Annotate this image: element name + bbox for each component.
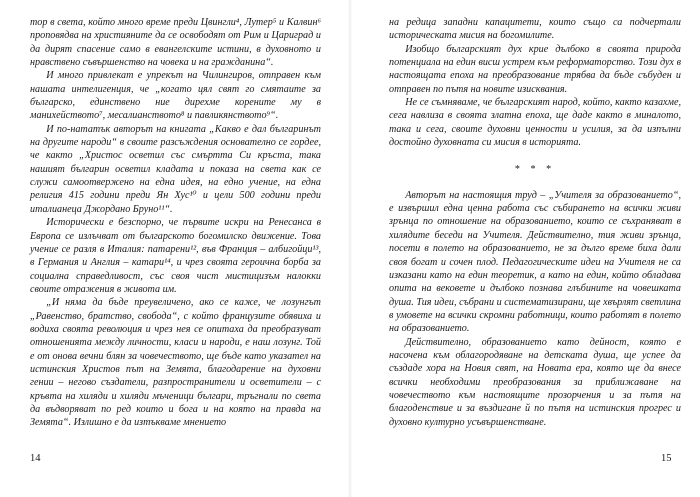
- right-paragraph: Действително, образованието като дейност, която е насочена към облагородяване на детската душа, ще успее да създаде хора на Новия свят, на Новата ера, която ще да внесе всички необходими преобразования за приближаване на човечеството към настоящите прозорчения и за пътя на благоденствие и за въздигане й по пътя на истинския прогрес и духовно културно усъвършенстване.: [389, 336, 681, 428]
- right-paragraph: Не се съмняваме, че българският народ, който, както казахме, сега навлиза в своята златна епоха, ще даде както в миналото, така и сега, своите духовни ценности и усилия, за да изпълни достойно духовната си мисия в историята.: [389, 97, 681, 149]
- right-page-text: [389, 16, 681, 429]
- page-number-left: 14: [30, 453, 41, 464]
- right-paragraph: Изобщо българският дух крие дълбоко в своята природа потенциала на един висш устрем към реформаторство. Този дух в настоящата епоха на преобразование трябва да бъде събуден и отправен по пътя на новите изисквания.: [389, 43, 681, 95]
- left-paragraph: И по-нататък авторът на книгата „Какво е дал българинът на другите народи“ в своите разсъждения основателно се гордее, че както „Христос осветил със смъртта Си кръста, така нашият българин осветил кладата и показа на света как се служи самоотвержено на една идея, на едно учение, на една религия 415 години преди Ян Хус¹⁰ и цели 500 години преди италианеца Джордано Бруно¹¹“.: [30, 123, 321, 215]
- page-number-right: 15: [661, 453, 672, 464]
- left-paragraph: И много привлекат е упрекът на Чилингиров, отправен към нашата интелигенция, че „когато цял свят го смятаите за българско, единствено ние дирехме корените му в манихейството⁷, месалианството⁸ и павликянството⁹“.: [30, 70, 321, 122]
- left-page-text: [30, 16, 321, 430]
- section-separator: * * *: [514, 164, 556, 176]
- right-paragraph: на редица западни капацитети, които също са подчертали историческата мисия на богомилите.: [389, 17, 681, 42]
- left-paragraph: Исторически е безспорно, че първите искри на Ренесанса в Европа се излъчват от българското богомилско движение. Това учение се разля в Италия: патарени¹², във Франция – албигойци¹³, в Германия и Англия – катари¹⁴, и чрез своята героична борба за социална справедливост, със своя чист мистицизъм налокки своите отражения в живота им.: [30, 217, 321, 295]
- right-paragraph: Авторът на настоящия труд – „Учителя за образованието“, е извършил една ценна работа със събирането на всички живи зрънца по отношение на образованието, които се съхраняват в хилядите беседи на Учителя. Действително, тия живи зрънца, посети в полето на образованието, не за дълго време биха дали своя богат и сочен плод. Педагогическите идеи на Учителя не са изказани като на един теоретик, а като на един, който обладава опита на вековете и дълбоко познава глъбините на човешката душа. Тия идеи, събрани и систематизирани, ще хвърлят светлина в умовете на всички скромни работници, които работят в полето на образованието.: [389, 189, 681, 335]
- left-paragraph: „И няма да бъде преувеличено, ако се каже, че лозунгът „Равенство, братство, свобода“, с който французите обявиха и водиха своята революция и чрез нея се опитаха да преобразуват отношенията между личности, класи и народи, е наш лозунг. Той е от онова вечни блян за човечеството, ще бъде като указател на истинския Христов път на Земята, благодарение на духовни гении – негово създатели, разпространители и осветители – с кръвта на хиляди и хиляди мъченици българи, тръгнали по света да въдворяват по ред които и бога и на която на правда на Земята“. Излишно е да изтъкваме мнението: [30, 297, 321, 429]
- left-paragraph: тор в света, който много време преди Цвингли⁴, Лутер⁵ и Калвин⁶ проповядва на християните да се освободят от Рим и Цариград и да дирят спасение само в евангелските истини, в духовното и нравствено съвършенство на човека и на гражданина“.: [30, 17, 321, 69]
